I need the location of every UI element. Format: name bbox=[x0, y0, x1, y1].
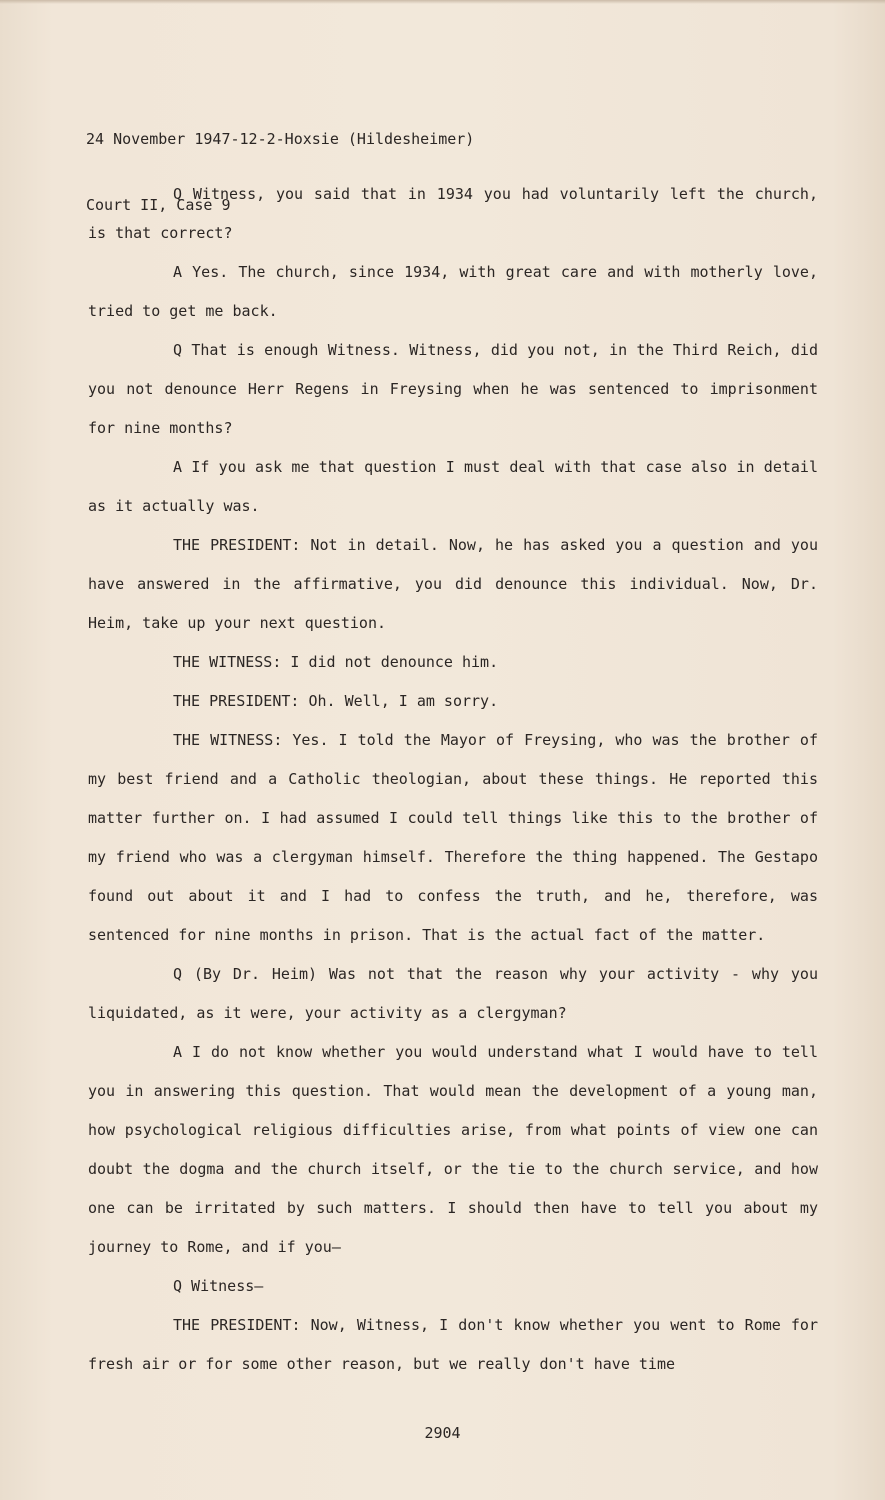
transcript-body bbox=[88, 175, 818, 1384]
transcript-paragraph: THE WITNESS: Yes. I told the Mayor of Freysing, who was the brother of my best friend and a Catholic theologian, about these things. He reported this matter further on. I had assumed I could tell things like this to the brother of my friend who was a clergyman himself. Therefore the thing happened. The Gestapo found out about it and I had to confess the truth, and he, therefore, was sentenced for nine months in prison. That is the actual fact of the matter. bbox=[88, 731, 818, 944]
transcript-paragraph: THE WITNESS: I did not denounce him. bbox=[173, 653, 499, 671]
transcript-paragraph: THE PRESIDENT: Not in detail. Now, he has asked you a question and you have answered in the affirmative, you did denounce this individual. Now, Dr. Heim, take up your next question. bbox=[88, 536, 818, 632]
page-number: 2904 bbox=[424, 1424, 461, 1442]
header-court-line: Court II, Case 9 bbox=[86, 196, 231, 214]
page-top-edge bbox=[0, 0, 885, 4]
transcript-paragraph: Q That is enough Witness. Witness, did you not, in the Third Reich, did you not denounce Herr Regens in Freysing when he was sentenced to imprisonment for nine months? bbox=[88, 341, 818, 437]
transcript-paragraph: Q (By Dr. Heim) Was not that the reason why your activity - why you liquidated, as it were, your activity as a clergyman? bbox=[88, 965, 818, 1022]
header-date-line: 24 November 1947-12-2-Hoxsie (Hildesheimer) bbox=[86, 130, 475, 148]
transcript-paragraph: Q Witness— bbox=[173, 1277, 264, 1295]
transcript-paragraph: THE PRESIDENT: Now, Witness, I don't know whether you went to Rome for fresh air or for some other reason, but we really don't have time bbox=[88, 1316, 818, 1373]
transcript-paragraph: A If you ask me that question I must deal with that case also in detail as it actually was. bbox=[88, 458, 818, 515]
transcript-paragraph: A I do not know whether you would understand what I would have to tell you in answering this question. That would mean the development of a young man, how psychological religious difficulties arise, from what points of view one can doubt the dogma and the church itself, or the tie to the church service, and how one can be irritated by such matters. I should then have to tell you about my journey to Rome, and if you— bbox=[88, 1043, 818, 1256]
transcript-paragraph: A Yes. The church, since 1934, with great care and with motherly love, tried to get me back. bbox=[88, 263, 818, 320]
transcript-paragraph: Q Witness, you said that in 1934 you had voluntarily left the church, is that correct? bbox=[88, 185, 818, 242]
transcript-paragraph: THE PRESIDENT: Oh. Well, I am sorry. bbox=[173, 692, 499, 710]
